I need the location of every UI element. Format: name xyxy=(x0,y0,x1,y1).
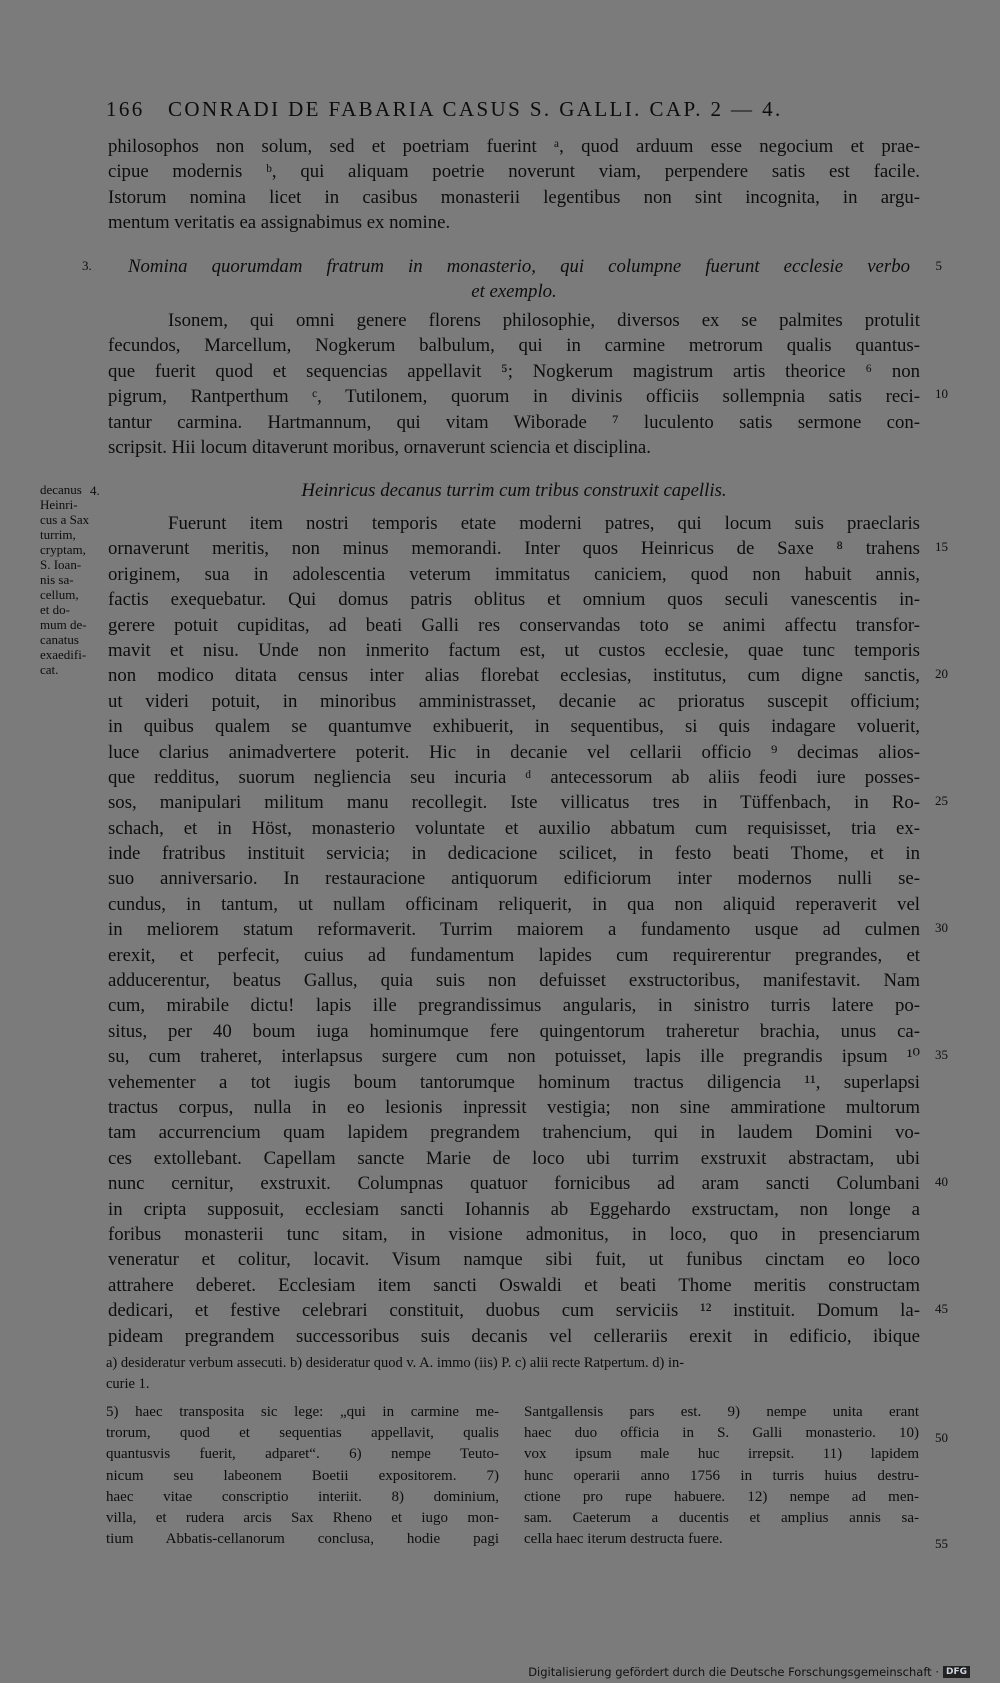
text-line: factis exequebatur. Qui domus patris oblitus et omnium quos seculi vanescentis in- xyxy=(108,589,920,611)
text-line: sos, manipulari militum manu recollegit. Iste villicatus tres in Tüffenbach, in Ro- xyxy=(108,792,920,814)
line-number: 10 xyxy=(935,386,948,401)
text-line: erexit, et perfecit, cuius ad fundamentum lapides cum requirerentur pregrandes, et xyxy=(108,944,920,966)
text-line: originem, sua in adolescentia veterum immitatus caniciem, quod non habuit annis, xyxy=(108,563,920,585)
margin-line: cat. xyxy=(40,662,59,677)
margin-line: decanus xyxy=(40,482,82,497)
text-line: ces extollebant. Capellam sancte Marie de loco ubi turrim exstruxit abstractam, ubi xyxy=(108,1147,920,1169)
text-line: scripsit. Hii locum ditaverunt moribus, ornaverunt sciencia et disciplina. xyxy=(108,436,651,458)
margin-line: et do- xyxy=(40,602,70,617)
text-line: Isonem, qui omni genere florens philosophie, diversos ex se palmites protulit xyxy=(168,310,920,331)
section-number: 3. xyxy=(82,258,92,273)
footnote-line: ctione pro rupe habuere. 12) nempe ad men- xyxy=(524,1488,919,1505)
text-line: non modico ditata census inter alias florebat ecclesias, institutus, cum digne sanctis, xyxy=(108,665,920,687)
heading-line: et exemplo. xyxy=(471,281,557,303)
text-line: tantur carmina. Hartmannum, qui vitam Wiborade ⁷ luculento satis sermone con- xyxy=(108,411,920,433)
margin-line: nis sa- xyxy=(40,572,74,587)
section-paragraph xyxy=(108,308,920,460)
text-line: in cripta supposuit, ecclesiam sancti Iohannis ab Eggehardo exstructam, non longe a xyxy=(108,1198,920,1220)
margin-line: cus a Sax xyxy=(40,512,90,527)
text-line: pideam pregrandem successoribus suis decanis vel cellerariis erexit in edificio, ibique xyxy=(108,1325,920,1347)
text-line: in quibus qualem se quantumve exhibuerit, in sequentibus, si quis indagare voluerit, xyxy=(108,716,920,738)
funding-text: Digitalisierung gefördert durch die Deutsche Forschungsgemeinschaft · xyxy=(528,1665,939,1679)
line-number: 30 xyxy=(935,920,948,935)
margin-line: S. Ioan- xyxy=(40,557,82,572)
text-line: inde fratribus instituit servicia; in dedicacione scilicet, in festo beati Thome, et in xyxy=(108,843,920,865)
footnote-line: cella haec iterum destructa fuere. xyxy=(524,1531,723,1548)
footnote-line: hunc operarii anno 1756 in turris huius destru- xyxy=(524,1467,919,1484)
section-paragraph xyxy=(108,511,920,1349)
section-heading xyxy=(108,254,920,305)
footnote-line: trorum, quod et sequentias appellavit, qualis xyxy=(106,1425,499,1442)
text-line: ornaverunt meritis, non minus memorandi. Inter quos Heinricus de Saxe ⁸ trahens xyxy=(108,538,920,560)
apparatus-line: curie 1. xyxy=(106,1376,150,1392)
footnote-line: 5) haec transposita sic lege: „qui in carmine me- xyxy=(106,1404,499,1420)
line-number: 15 xyxy=(935,539,948,554)
footnotes-left-column xyxy=(106,1402,499,1550)
line-number: 35 xyxy=(935,1047,948,1062)
line-number: 50 xyxy=(935,1430,948,1445)
text-line: philosophos non solum, sed et poetriam fuerint ᵃ, quod arduum esse negocium et prae- xyxy=(108,136,920,157)
text-line: in meliorem statum reformaverit. Turrim maiorem a fundamento usque ad culmen xyxy=(108,919,920,941)
line-number: 25 xyxy=(935,793,948,808)
text-line: tam accurrencium quam lapidem pregrandem trahencium, qui in laudem Domini vo- xyxy=(108,1122,920,1144)
text-line: pigrum, Rantperthum ᶜ, Tutilonem, quorum in divinis officiis sollempnia satis reci- xyxy=(108,386,920,408)
text-line: cum, mirabile dictu! lapis ille pregrandissimus angularis, in sinistro turris latere po- xyxy=(108,995,920,1017)
footnote-line: nicum seu labeonem Boetii expositorem. 7) xyxy=(106,1467,499,1484)
section-number: 4. xyxy=(90,483,100,498)
dfg-logo: DFG xyxy=(943,1666,970,1678)
line-number: 55 xyxy=(935,1536,948,1551)
text-line: foribus monasterii tunc sitam, in visione admonitus, in loco, quo in presenciarum xyxy=(108,1223,920,1245)
text-line: cipue modernis ᵇ, qui aliquam poetrie noverunt viam, perpendere satis est facile. xyxy=(108,161,920,183)
margin-line: turrim, xyxy=(40,527,76,542)
footnote-line: vox ipsum male huc irrepsit. 11) lapidem xyxy=(524,1446,919,1463)
text-line: fecundos, Marcellum, Nogkerum balbulum, qui in carmine metrorum qualis quantus- xyxy=(108,335,920,357)
text-line: schach, et in Höst, monasterio voluntate et auxilio abbatum cum requisisset, tria ex- xyxy=(108,817,920,839)
text-line: dedicari, et festive celebrari constituit, duobus cum serviciis ¹² instituit. Domum la- xyxy=(108,1300,920,1322)
text-line: cundus, in tantum, ut nullam officinam reliquerit, in qua non aliquid reperaverit vel xyxy=(108,893,920,915)
footnotes-right-column xyxy=(524,1402,919,1550)
text-line: attrahere deberet. Ecclesiam item sancti Oswaldi et beati Thome meritis constructam xyxy=(108,1274,920,1296)
text-line: vehementer a tot iugis boum tantorumque hominum tractus diligencia ¹¹, superlapsi xyxy=(108,1071,920,1093)
intro-paragraph xyxy=(108,134,920,236)
heading-line: Nomina quorumdam fratrum in monasterio, qui columpne fuerunt ecclesie verbo xyxy=(128,256,910,277)
text-line: mentum veritatis ea assignabimus ex nomine. xyxy=(108,212,451,234)
heading-line: Heinricus decanus turrim cum tribus construxit capellis. xyxy=(301,480,727,501)
line-number: 20 xyxy=(935,666,948,681)
margin-line: mum de- xyxy=(40,617,87,632)
critical-apparatus xyxy=(106,1353,921,1395)
margin-note xyxy=(40,482,108,677)
line-number: 40 xyxy=(935,1174,948,1189)
text-line: su, cum traheret, interlapsus surgere cum non potuisset, lapis ille pregrandis ipsum ¹⁰ xyxy=(108,1046,920,1068)
apparatus-line: a) desideratur verbum assecuti. b) desideratur quod v. A. immo (iis) P. c) alii recte Ratpertum. d) in- xyxy=(106,1355,685,1371)
page-number: 166 xyxy=(106,97,145,121)
text-line: situs, per 40 boum iuga hominumque fere quingentorum traheretur brachia, unus ca- xyxy=(108,1020,920,1042)
footnote-line: haec vitae conscriptio interiit. 8) dominium, xyxy=(106,1488,499,1505)
text-line: luce clarius animadvertere poterit. Hic in decanie vel cellarii officio ⁹ decimas alios- xyxy=(108,741,920,763)
footnote-line: sam. Caeterum a ducentis et amplius annis sa- xyxy=(524,1510,919,1527)
margin-line: exaedifi- xyxy=(40,647,87,662)
text-line: adducerentur, beatus Gallus, quia suis non defuisset exstructoribus, manifestavit. Nam xyxy=(108,970,920,992)
line-number: 45 xyxy=(935,1301,948,1316)
section-heading xyxy=(108,478,920,503)
margin-line: cryptam, xyxy=(40,542,86,557)
margin-line: cellum, xyxy=(40,587,79,602)
text-line: suo anniversario. In restauracione antiquorum edificiorum inter modernos nulli se- xyxy=(108,868,920,890)
funding-footer xyxy=(528,1665,970,1679)
text-line: mavit et nisu. Unde non inmerito factum est, ut custos ecclesie, quae tunc temporis xyxy=(108,639,920,661)
margin-line: Heinri- xyxy=(40,497,78,512)
footnote-line: quantusvis fuerit, adparet“. 6) nempe Teuto- xyxy=(106,1446,499,1463)
text-line: nunc cernitur, exstruxit. Columpnas quatuor fornicibus ad aram sancti Columbani xyxy=(108,1173,920,1195)
text-line: ut videri potuit, in minoribus amministrasset, decanie ac prioratus suscepit officium; xyxy=(108,690,920,712)
footnote-line: tium Abbatis-cellanorum conclusa, hodie pagi xyxy=(106,1531,499,1548)
text-line: gerere potuit cupiditas, ad beati Galli res conservandas toto se animi affectu transfor- xyxy=(108,614,920,636)
text-line: tractus corpus, nulla in eo lesionis inpressit vestigia; non sine ammiratione multorum xyxy=(108,1096,920,1118)
running-title: CONRADI DE FABARIA CASUS S. GALLI. CAP. 2 — 4. xyxy=(168,97,783,121)
running-header xyxy=(106,97,881,125)
text-line: Fuerunt item nostri temporis etate moderni patres, qui locum suis praeclaris xyxy=(168,513,920,534)
footnote-line: villa, et rudera arcis Sax Rheno et iugo mon- xyxy=(106,1510,499,1527)
footnote-line: haec duo officia in S. Galli monasterio. 10) xyxy=(524,1425,919,1442)
text-line: que redditus, suorum negliencia seu incuria ᵈ antecessorum ab aliis feodi iure posses- xyxy=(108,766,920,788)
text-line: que fuerit quod et sequencias appellavit ⁵; Nogkerum magistrum artis theorice ⁶ non xyxy=(108,360,920,382)
margin-line: canatus xyxy=(40,632,79,647)
text-line: Istorum nomina licet in casibus monasterii legentibus non sint incognita, in argu- xyxy=(108,186,920,208)
line-number: 5 xyxy=(935,258,942,273)
text-line: veneratur et colitur, locavit. Visum namque sibi fuit, ut funibus cinctam eo loco xyxy=(108,1249,920,1271)
footnote-line: Santgallensis pars est. 9) nempe unita erant xyxy=(524,1404,919,1420)
